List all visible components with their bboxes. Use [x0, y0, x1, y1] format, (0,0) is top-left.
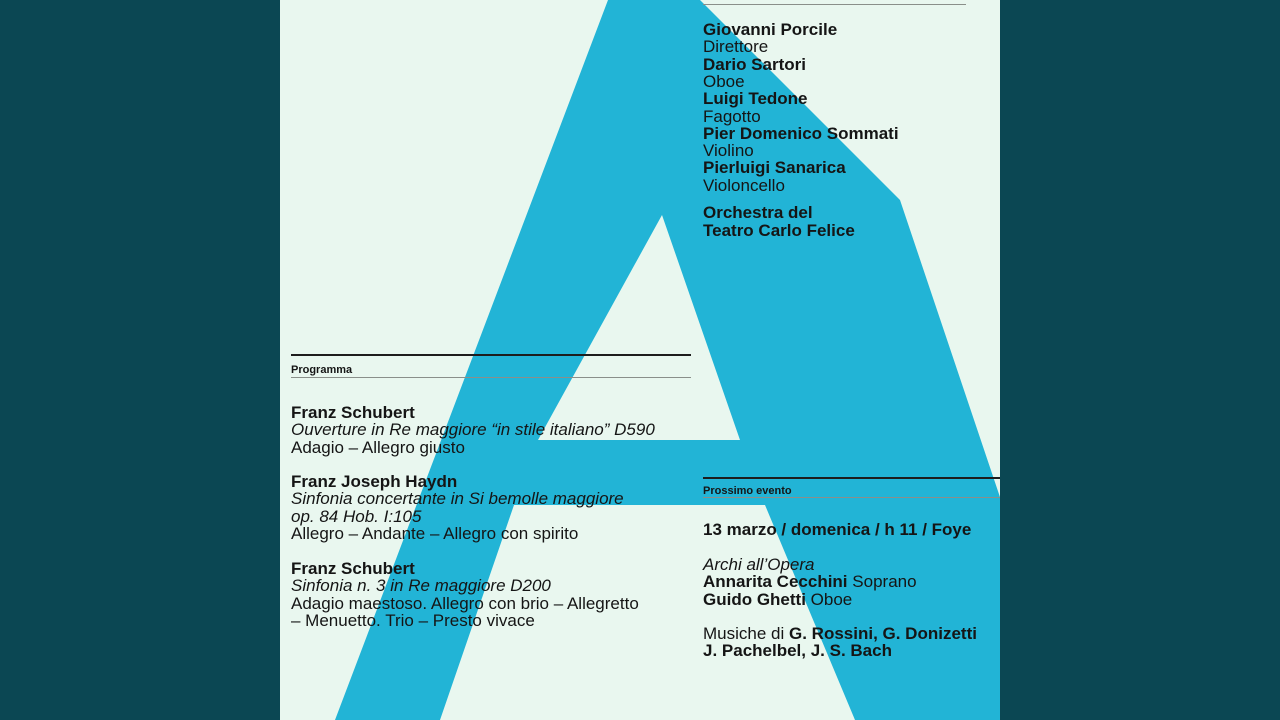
prossimo-evento-label: Prossimo evento — [703, 485, 792, 497]
event-artist — [703, 573, 917, 591]
event-music-line2: J. Pachelbel, J. S. Bach — [703, 641, 892, 660]
programma-label: Programma — [291, 364, 353, 376]
event-date: 13 marzo / domenica / h 11 / Foye — [703, 520, 972, 539]
artist-role: Soprano — [852, 572, 917, 591]
performer-name: Pierluigi Sanarica — [703, 158, 846, 177]
piece-composer: Franz Schubert — [291, 403, 415, 422]
performer-role: Oboe — [703, 72, 745, 91]
piece-composer: Franz Joseph Haydn — [291, 472, 458, 491]
piece-movements: Allegro – Andante – Allegro con spirito — [291, 524, 579, 543]
prossimo-evento-subdivider — [703, 497, 1000, 498]
performer-name: Giovanni Porcile — [703, 20, 838, 39]
event-title: Archi all’Opera — [703, 555, 815, 574]
performer-name: Pier Domenico Sommati — [703, 124, 899, 143]
event-music-line1 — [703, 625, 977, 643]
prossimo-evento-divider — [703, 477, 1000, 479]
performer-role: Direttore — [703, 37, 769, 56]
piece-movements: Adagio – Allegro giusto — [291, 438, 465, 457]
piece-work: Ouverture in Re maggiore “in stile italiano” D590 — [291, 420, 655, 439]
artist-name: Annarita Cecchini — [703, 572, 848, 591]
performer-role: Violino — [703, 141, 754, 160]
performer-role: Violoncello — [703, 176, 785, 195]
piece-work: Sinfonia n. 3 in Re maggiore D200 — [291, 576, 551, 595]
piece-composer: Franz Schubert — [291, 559, 415, 578]
top-divider — [703, 4, 966, 5]
piece-work: Sinfonia concertante in Si bemolle maggiore — [291, 489, 624, 508]
piece-movements: Adagio maestoso. Allegro con brio – Allegretto — [291, 594, 639, 613]
artist-role: Oboe — [810, 590, 853, 609]
concert-poster — [280, 0, 1000, 720]
programma-divider — [291, 354, 691, 356]
orchestra-name-line2: Teatro Carlo Felice — [703, 221, 855, 240]
piece-movements: – Menuetto. Trio – Presto vivace — [291, 611, 535, 630]
programma-subdivider — [291, 377, 691, 378]
music-prefix: Musiche di — [703, 624, 785, 643]
piece-work: op. 84 Hob. I:105 — [291, 507, 422, 526]
artist-name: Guido Ghetti — [703, 590, 806, 609]
performer-role: Fagotto — [703, 107, 761, 126]
performer-name: Dario Sartori — [703, 55, 806, 74]
orchestra-name-line1: Orchestra del — [703, 203, 813, 222]
event-artist — [703, 591, 852, 609]
performer-name: Luigi Tedone — [703, 89, 808, 108]
music-composers: G. Rossini, G. Donizetti — [789, 624, 977, 643]
